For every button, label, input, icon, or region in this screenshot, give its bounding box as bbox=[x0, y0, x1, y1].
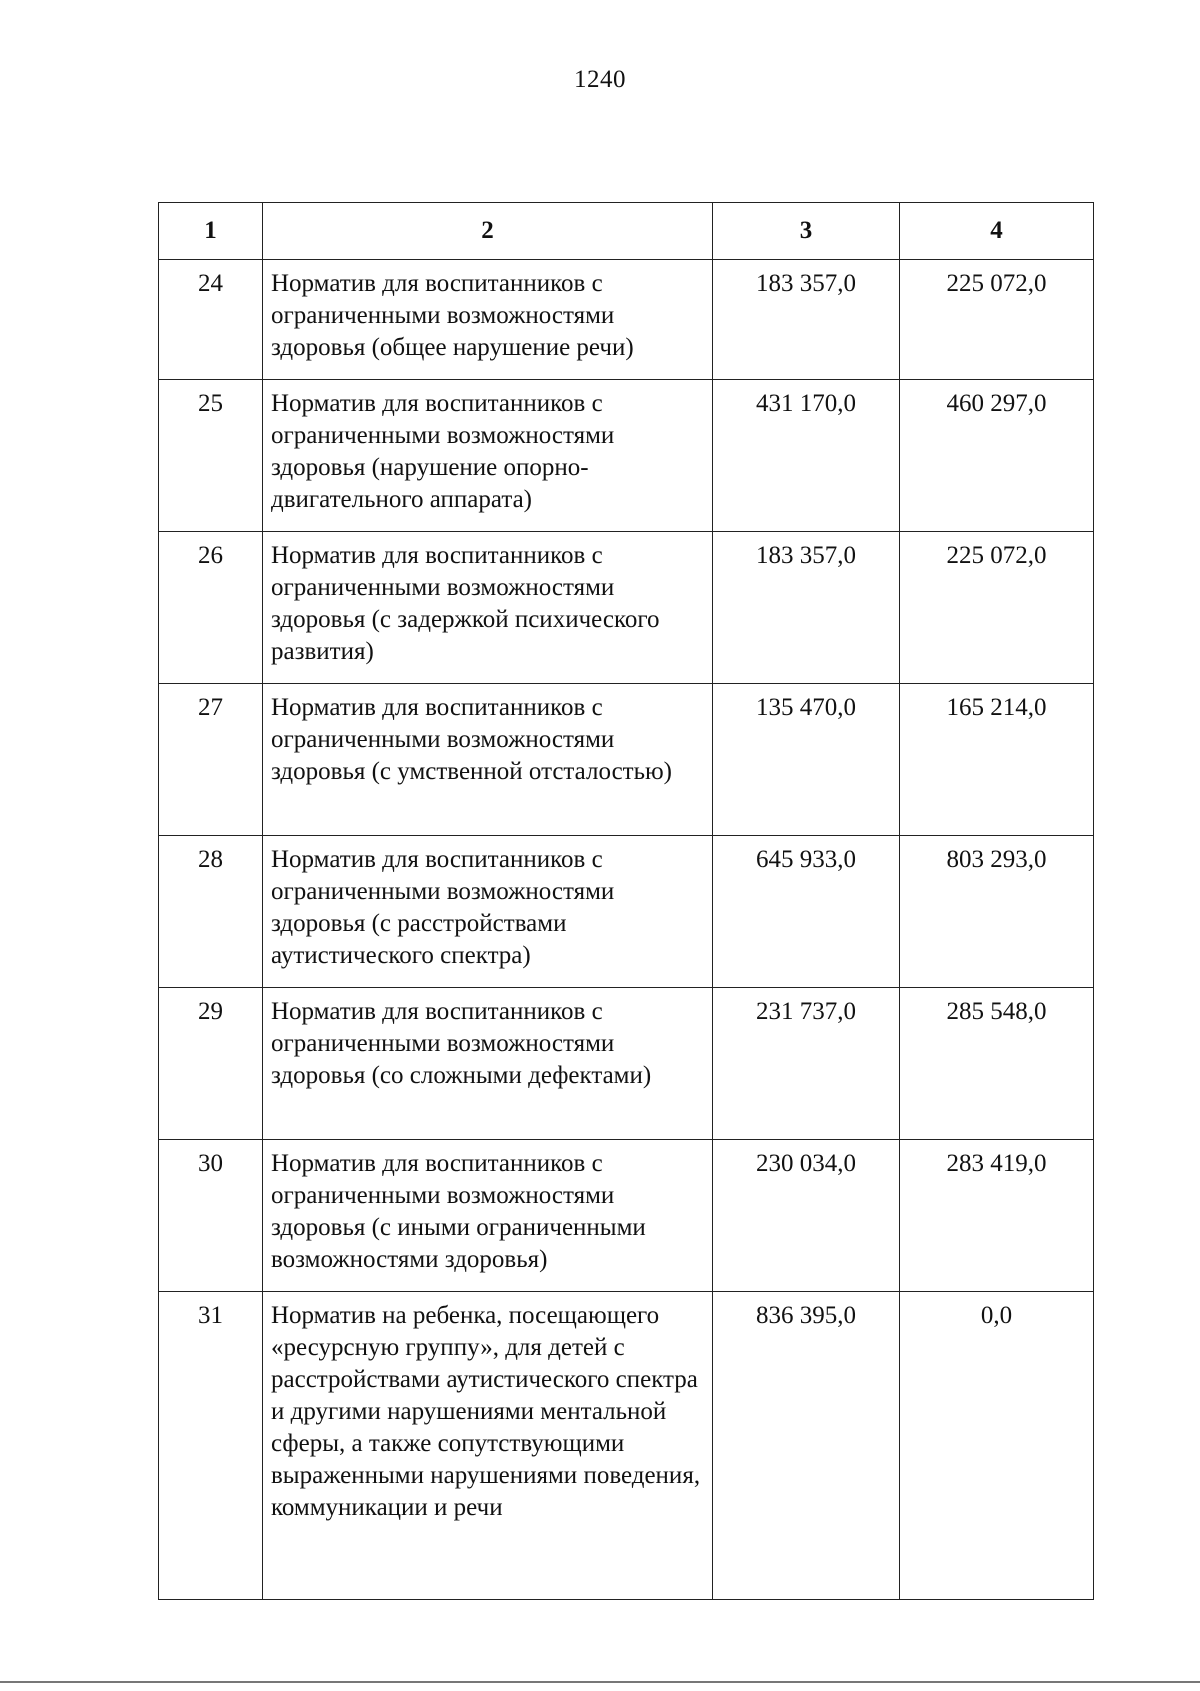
table-header bbox=[159, 203, 1094, 260]
table-row bbox=[159, 380, 1094, 532]
row-value-col-3: 230 034,0 bbox=[713, 1140, 900, 1292]
row-name: Норматив для воспитанников с ограниченными возможностями здоровья (со сложными дефектами) bbox=[263, 988, 713, 1140]
header-row bbox=[159, 203, 1094, 260]
row-value-col-3: 183 357,0 bbox=[713, 260, 900, 380]
header-col-2: 2 bbox=[263, 203, 713, 260]
row-value-col-4: 283 419,0 bbox=[900, 1140, 1094, 1292]
row-value-col-3: 135 470,0 bbox=[713, 684, 900, 836]
row-name: Норматив на ребенка, посещающего «ресурсную группу», для детей с расстройствами аутистического спектра и другими нарушениями ментальной сферы, а также сопутствующими выраженными нарушениями поведения, коммуникации и речи bbox=[263, 1292, 713, 1600]
row-name: Норматив для воспитанников с ограниченными возможностями здоровья (общее нарушение речи) bbox=[263, 260, 713, 380]
header-col-3: 3 bbox=[713, 203, 900, 260]
row-value-col-4: 225 072,0 bbox=[900, 532, 1094, 684]
table-row bbox=[159, 988, 1094, 1140]
header-col-1: 1 bbox=[159, 203, 263, 260]
row-value-col-3: 645 933,0 bbox=[713, 836, 900, 988]
table-row bbox=[159, 836, 1094, 988]
row-value-col-3: 836 395,0 bbox=[713, 1292, 900, 1600]
row-value-col-4: 225 072,0 bbox=[900, 260, 1094, 380]
row-value-col-4: 165 214,0 bbox=[900, 684, 1094, 836]
row-number: 28 bbox=[159, 836, 263, 988]
table-body bbox=[159, 260, 1094, 1600]
table-row bbox=[159, 1140, 1094, 1292]
row-name: Норматив для воспитанников с ограниченными возможностями здоровья (с расстройствами аутистического спектра) bbox=[263, 836, 713, 988]
row-value-col-4: 0,0 bbox=[900, 1292, 1094, 1600]
row-value-col-3: 231 737,0 bbox=[713, 988, 900, 1140]
row-number: 26 bbox=[159, 532, 263, 684]
row-number: 29 bbox=[159, 988, 263, 1140]
table-row bbox=[159, 1292, 1094, 1600]
row-name: Норматив для воспитанников с ограниченными возможностями здоровья (нарушение опорно-двигательного аппарата) bbox=[263, 380, 713, 532]
row-number: 30 bbox=[159, 1140, 263, 1292]
row-value-col-3: 183 357,0 bbox=[713, 532, 900, 684]
table-row bbox=[159, 260, 1094, 380]
norm-table bbox=[158, 202, 1094, 1600]
row-name: Норматив для воспитанников с ограниченными возможностями здоровья (с задержкой психического развития) bbox=[263, 532, 713, 684]
page-number: 1240 bbox=[574, 66, 626, 93]
row-value-col-4: 285 548,0 bbox=[900, 988, 1094, 1140]
table-row bbox=[159, 684, 1094, 836]
row-number: 31 bbox=[159, 1292, 263, 1600]
table-row bbox=[159, 532, 1094, 684]
row-value-col-3: 431 170,0 bbox=[713, 380, 900, 532]
row-number: 27 bbox=[159, 684, 263, 836]
row-name: Норматив для воспитанников с ограниченными возможностями здоровья (с умственной отсталостью) bbox=[263, 684, 713, 836]
scan-edge-line bbox=[0, 1681, 1200, 1683]
row-name: Норматив для воспитанников с ограниченными возможностями здоровья (с иными ограниченными возможностями здоровья) bbox=[263, 1140, 713, 1292]
row-number: 25 bbox=[159, 380, 263, 532]
row-number: 24 bbox=[159, 260, 263, 380]
header-col-4: 4 bbox=[900, 203, 1094, 260]
row-value-col-4: 460 297,0 bbox=[900, 380, 1094, 532]
row-value-col-4: 803 293,0 bbox=[900, 836, 1094, 988]
